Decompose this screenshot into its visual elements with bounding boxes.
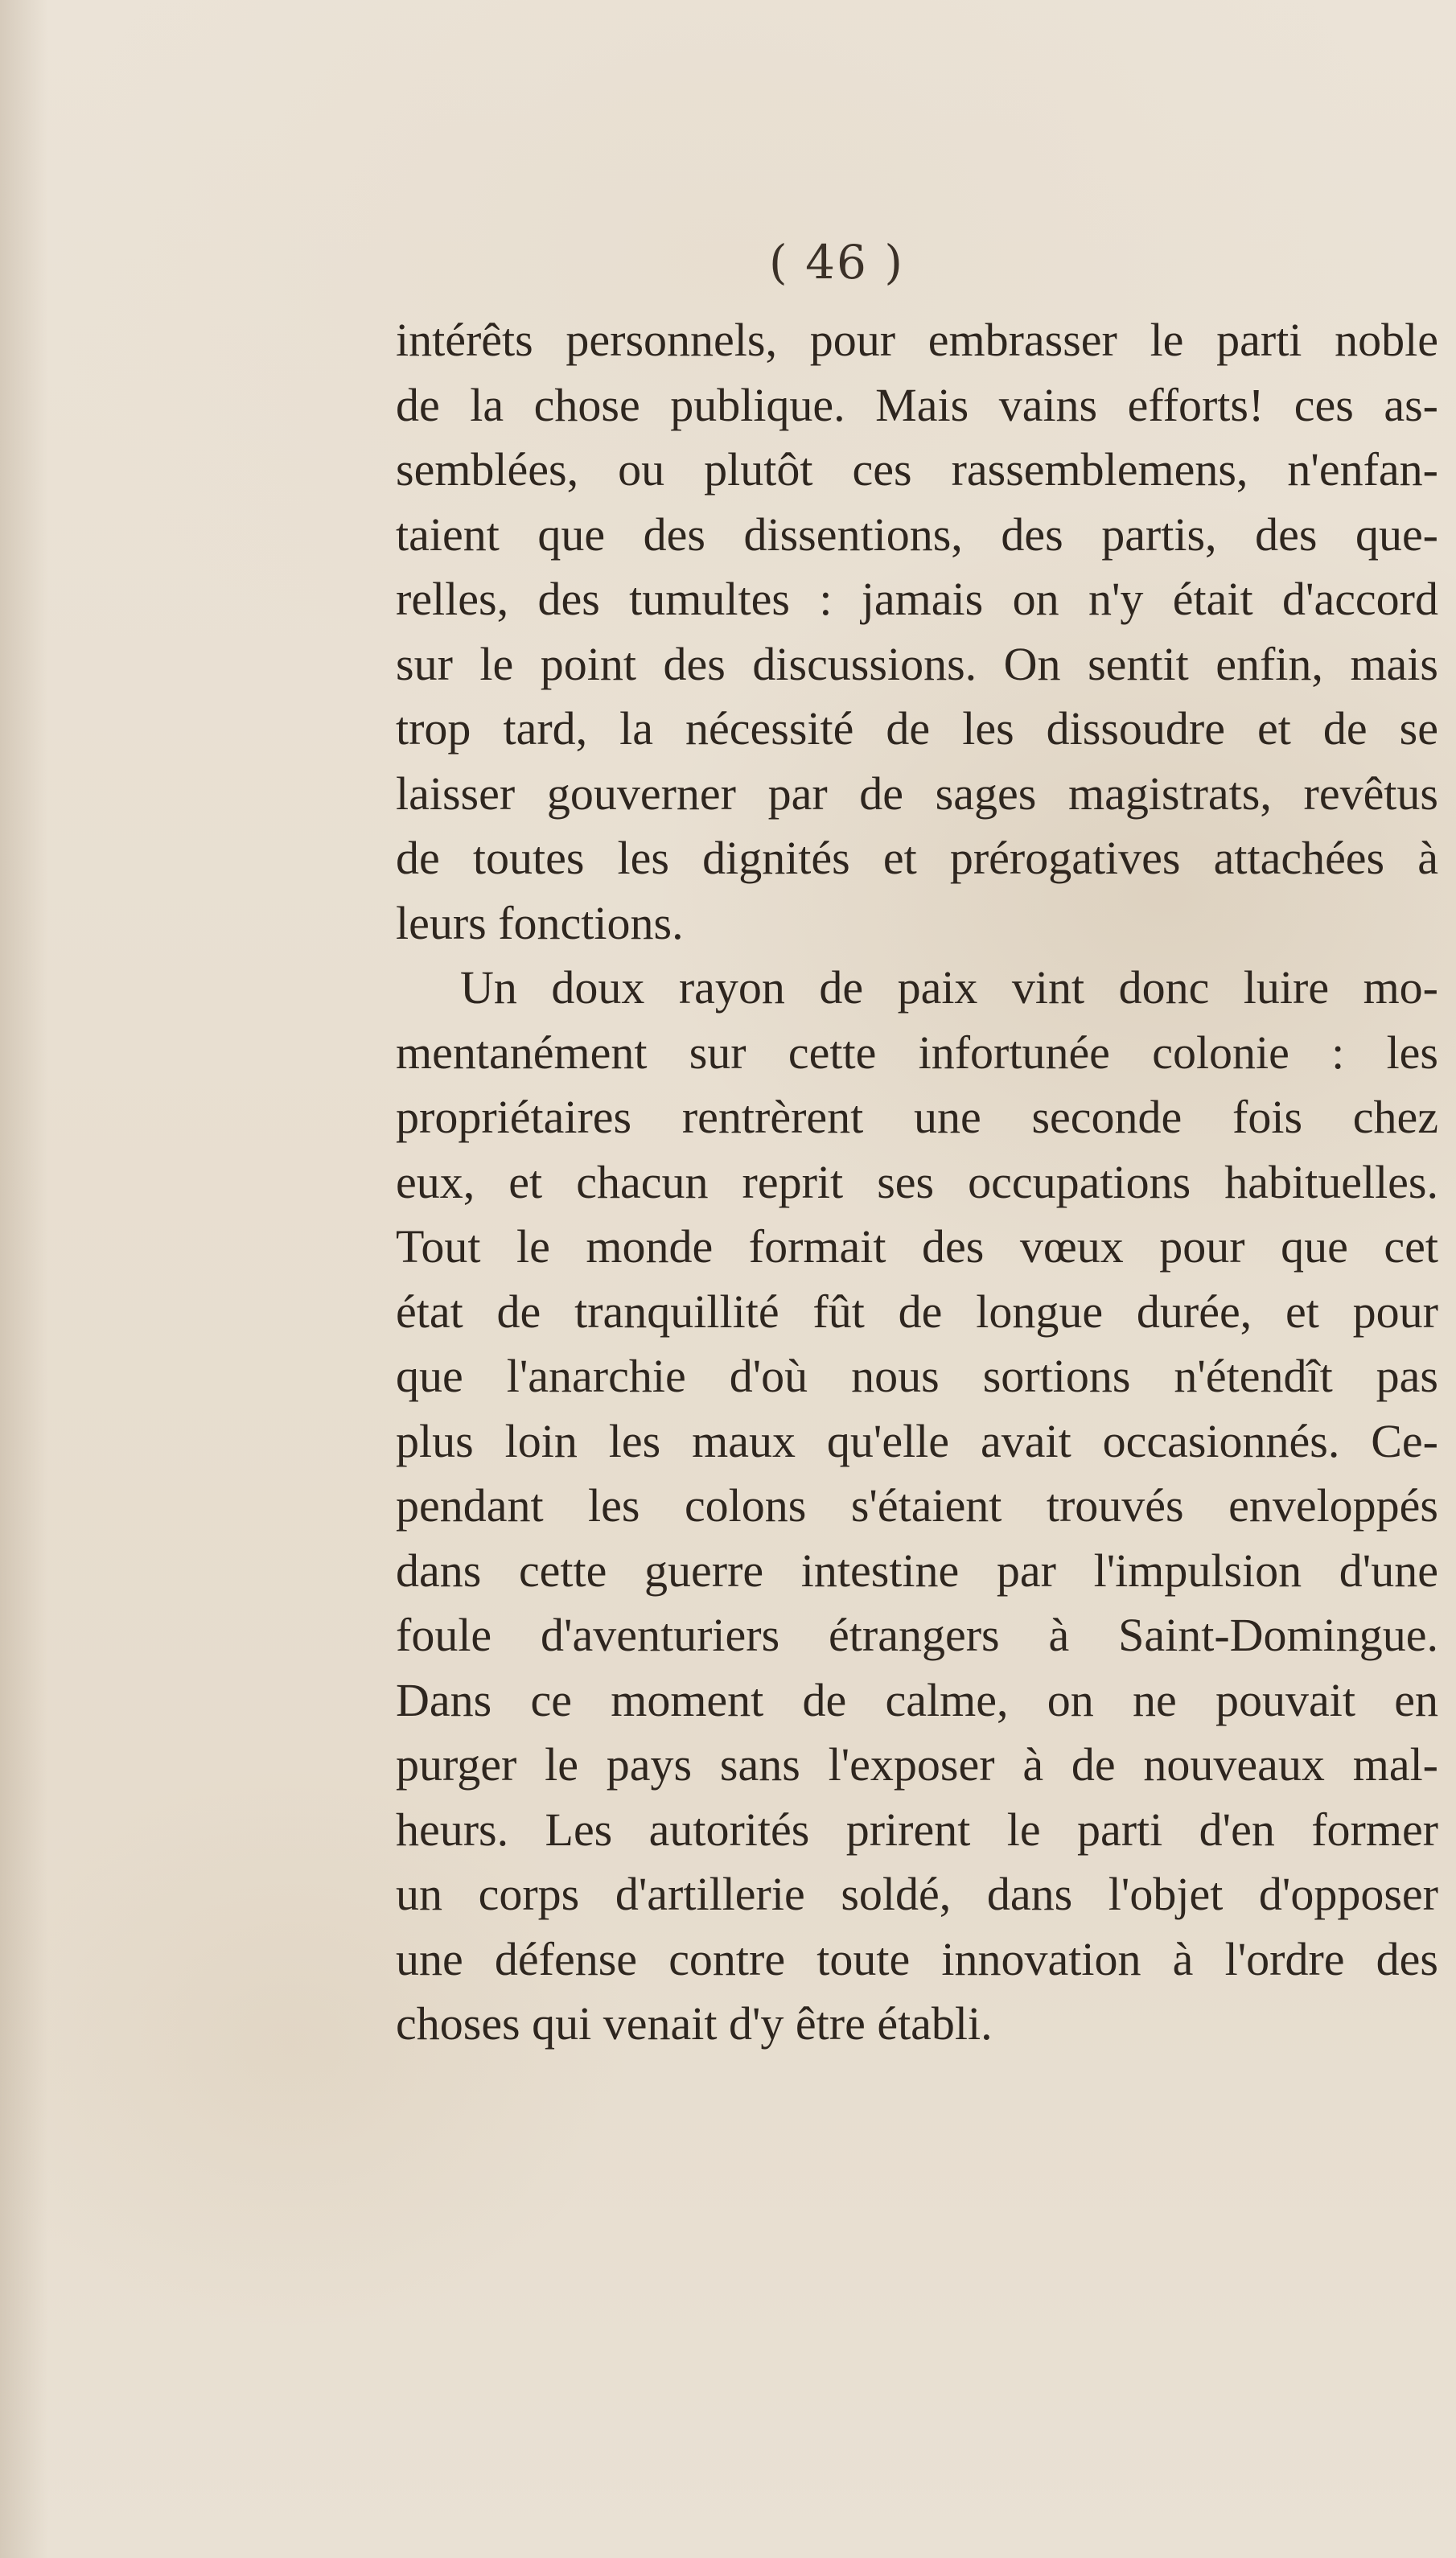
body-text xyxy=(396,308,1438,2057)
text-line: Tout le monde formait des vœux pour que cet xyxy=(396,1220,1438,1273)
text-line: eux, et chacun reprit ses occupations habituelles. xyxy=(396,1155,1438,1208)
text-line: pendant les colons s'étaient trouvés enveloppés xyxy=(396,1479,1438,1532)
text-line: de toutes les dignités et prérogatives attachées à xyxy=(396,832,1438,884)
text-line: semblées, ou plutôt ces rassemblemens, n'enfan- xyxy=(396,443,1438,496)
text-line: relles, des tumultes : jamais on n'y était d'accord xyxy=(396,573,1438,625)
text-line: choses qui venait d'y être établi. xyxy=(396,1997,993,2050)
page-number: ( 46 ) xyxy=(769,235,904,290)
text-line: trop tard, la nécessité de les dissoudre et de se xyxy=(396,702,1438,755)
text-line: intérêts personnels, pour embrasser le parti noble xyxy=(396,314,1438,366)
text-line: purger le pays sans l'exposer à de nouveaux mal- xyxy=(396,1738,1438,1791)
text-line: mentanément sur cette infortunée colonie : les xyxy=(396,1026,1438,1079)
text-line: leurs fonctions. xyxy=(396,896,684,949)
text-line: heurs. Les autorités prirent le parti d'en former xyxy=(396,1803,1438,1856)
text-line: un corps d'artillerie soldé, dans l'objet d'opposer xyxy=(396,1868,1438,1920)
text-line: Un doux rayon de paix vint donc luire mo- xyxy=(460,961,1438,1014)
text-line: état de tranquillité fût de longue durée, et pour xyxy=(396,1285,1438,1338)
paragraph-1 xyxy=(396,308,1438,956)
text-line: sur le point des discussions. On sentit enfin, mais xyxy=(396,637,1438,690)
text-line: plus loin les maux qu'elle avait occasionnés. Ce- xyxy=(396,1414,1438,1467)
text-line: Dans ce moment de calme, on ne pouvait en xyxy=(396,1673,1438,1726)
paragraph-2 xyxy=(396,956,1438,2057)
text-line: de la chose publique. Mais vains efforts! ces as- xyxy=(396,378,1438,431)
text-line: laisser gouverner par de sages magistrats, revêtus xyxy=(396,767,1438,820)
text-line: propriétaires rentrèrent une seconde fois chez xyxy=(396,1091,1438,1143)
text-line: une défense contre toute innovation à l'ordre des xyxy=(396,1932,1438,1985)
text-line: taient que des dissentions, des partis, des que- xyxy=(396,508,1438,561)
text-line: dans cette guerre intestine par l'impulsion d'une xyxy=(396,1544,1438,1597)
text-line: foule d'aventuriers étrangers à Saint-Domingue. xyxy=(396,1609,1438,1661)
text-line: que l'anarchie d'où nous sortions n'étendît pas xyxy=(396,1350,1438,1402)
